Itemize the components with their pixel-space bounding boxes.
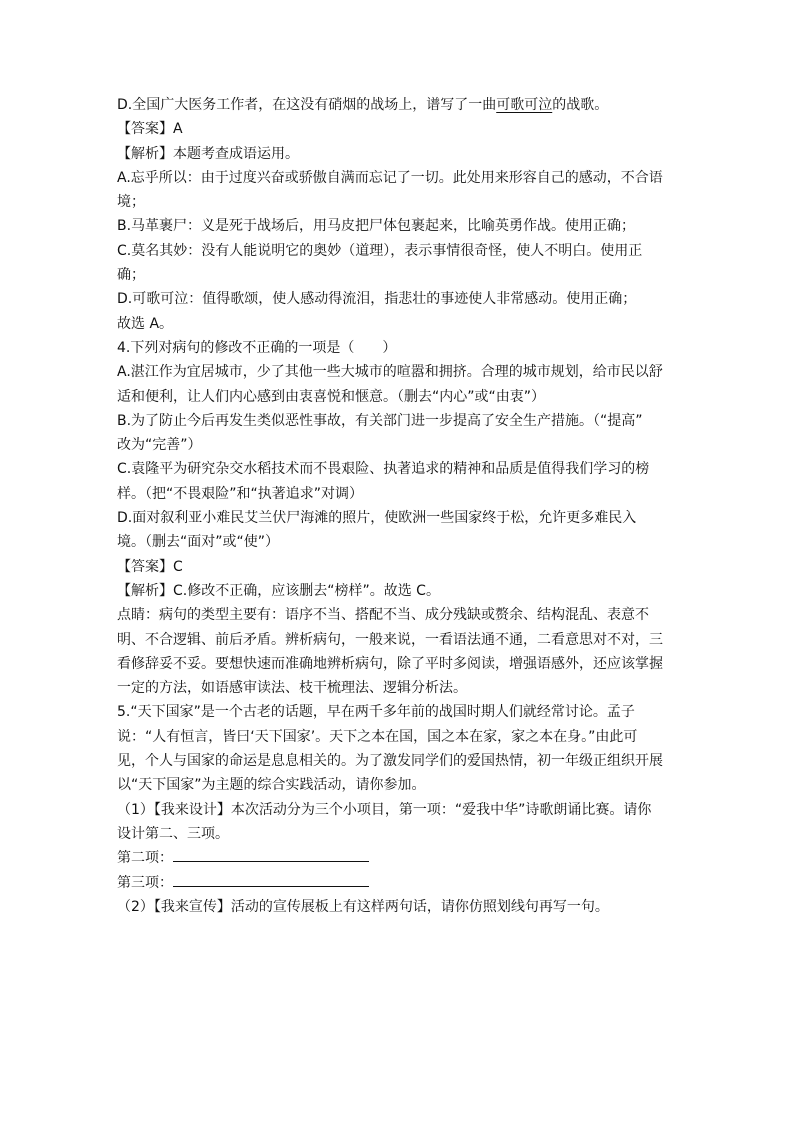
q3-analysis-title: 【解析】本题考查成语运用。	[117, 145, 299, 162]
q3-option-d-underlined: 可歌可泣	[496, 97, 553, 113]
q4-tip-line3: 看修辞妥不妥。要想快速而准确地辨析病句，除了平时多阅读，增强语感外，还应该掌握	[117, 655, 663, 672]
q4-option-a-line1: A.湛江作为宜居城市，少了其他一些大城市的喧嚣和拥挤。合理的城市规划，给市民以舒	[117, 364, 663, 381]
q5-stem-line4: 以“天下国家”为主题的综合实践活动，请你参加。	[117, 777, 426, 794]
q3-analysis-a-line1: A.忘乎所以：由于过度兴奋或骄傲自满而忘记了一切。此处用来形容自己的感动，不合语	[117, 169, 663, 186]
q4-analysis: 【解析】C.修改不正确，应该删去“榜样”。故选 C。	[117, 582, 440, 599]
q3-option-d	[117, 93, 677, 117]
q4-option-b-line2: 改为“完善”）	[117, 437, 202, 454]
document-page	[117, 93, 677, 919]
q5-item3	[117, 871, 677, 895]
q4-option-c-line1: C.袁隆平为研究杂交水稻技术而不畏艰险、执著追求的精神和品质是值得我们学习的榜	[117, 461, 650, 478]
q3-option-d-after: 的战歌。	[552, 97, 609, 113]
q3-option-d-before: D.全国广大医务工作者，在这没有硝烟的战场上，谱写了一曲	[117, 97, 497, 113]
q3-analysis-a-line2: 境；	[117, 194, 145, 211]
q3-answer: 【答案】A	[117, 121, 183, 138]
q4-option-d-line2: 境。（删去“面对”或“使”）	[117, 534, 280, 551]
q5-item2-answer-blank[interactable]	[173, 847, 369, 862]
q5-item3-answer-blank[interactable]	[173, 872, 369, 887]
q5-item2	[117, 846, 677, 870]
q3-analysis-c-line2: 确；	[117, 267, 145, 284]
q5-sub1-line1: （1）【我来设计】本次活动分为三个小项目，第一项：“爱我中华”诗歌朗诵比赛。请你	[117, 801, 652, 818]
q5-stem-line3: 见，个人与国家的命运是息息相关的。为了激发同学们的爱国热情，初一年级正组织开展	[117, 753, 663, 770]
q3-conclusion: 故选 A。	[117, 315, 174, 332]
q4-answer: 【答案】C	[117, 558, 183, 575]
q3-analysis-b: B.马革裹尸：义是死于战场后，用马皮把尸体包裹起来，比喻英勇作战。使用正确；	[117, 218, 636, 235]
q4-tip-line4: 一定的方法，如语感审读法、枝干梳理法、逻辑分析法。	[117, 680, 467, 697]
q5-item3-label: 第三项：	[117, 874, 173, 891]
q3-analysis-d: D.可歌可泣：值得歌颂，使人感动得流泪，指悲壮的事迹使人非常感动。使用正确；	[117, 291, 637, 308]
q4-option-a-line2: 适和便利，让人们内心感到由衷喜悦和惬意。（删去“内心”或“由衷”）	[117, 388, 546, 405]
q3-analysis-c-line1: C.莫名其妙：没有人能说明它的奥妙（道理），表示事情很奇怪，使人不明白。使用正	[117, 242, 643, 259]
q5-stem-line2: 说：“人有恒言，皆曰‘天下国家’。天下之本在国，国之本在家，家之本在身。”由此可	[117, 728, 638, 745]
q4-stem: 4.下列对病句的修改不正确的一项是（ ）	[117, 339, 397, 356]
q4-tip-line2: 明、不合逻辑、前后矛盾。辨析病句，一般来说，一看语法通不通，二看意思对不对，三	[117, 631, 663, 648]
q5-sub1-line2: 设计第二、三项。	[117, 825, 229, 842]
q4-option-d-line1: D.面对叙利亚小难民艾兰伏尸海滩的照片，使欧洲一些国家终于松，允许更多难民入	[117, 510, 637, 527]
q4-option-b-line1: B.为了防止今后再发生类似恶性事故，有关部门进一步提高了安全生产措施。（“提高”	[117, 412, 643, 429]
q5-stem-line1: 5.“天下国家”是一个古老的话题，早在两千多年前的战国时期人们就经常讨论。孟子	[117, 704, 635, 721]
q5-sub2: （2）【我来宣传】活动的宣传展板上有这样两句话，请你仿照划线句再写一句。	[117, 898, 609, 915]
q4-tip-line1: 点睛：病句的类型主要有：语序不当、搭配不当、成分残缺或赘余、结构混乱、表意不	[117, 607, 649, 624]
q4-option-c-line2: 样。（把“不畏艰险”和“执著追求”对调）	[117, 485, 364, 502]
q5-item2-label: 第二项：	[117, 850, 173, 867]
